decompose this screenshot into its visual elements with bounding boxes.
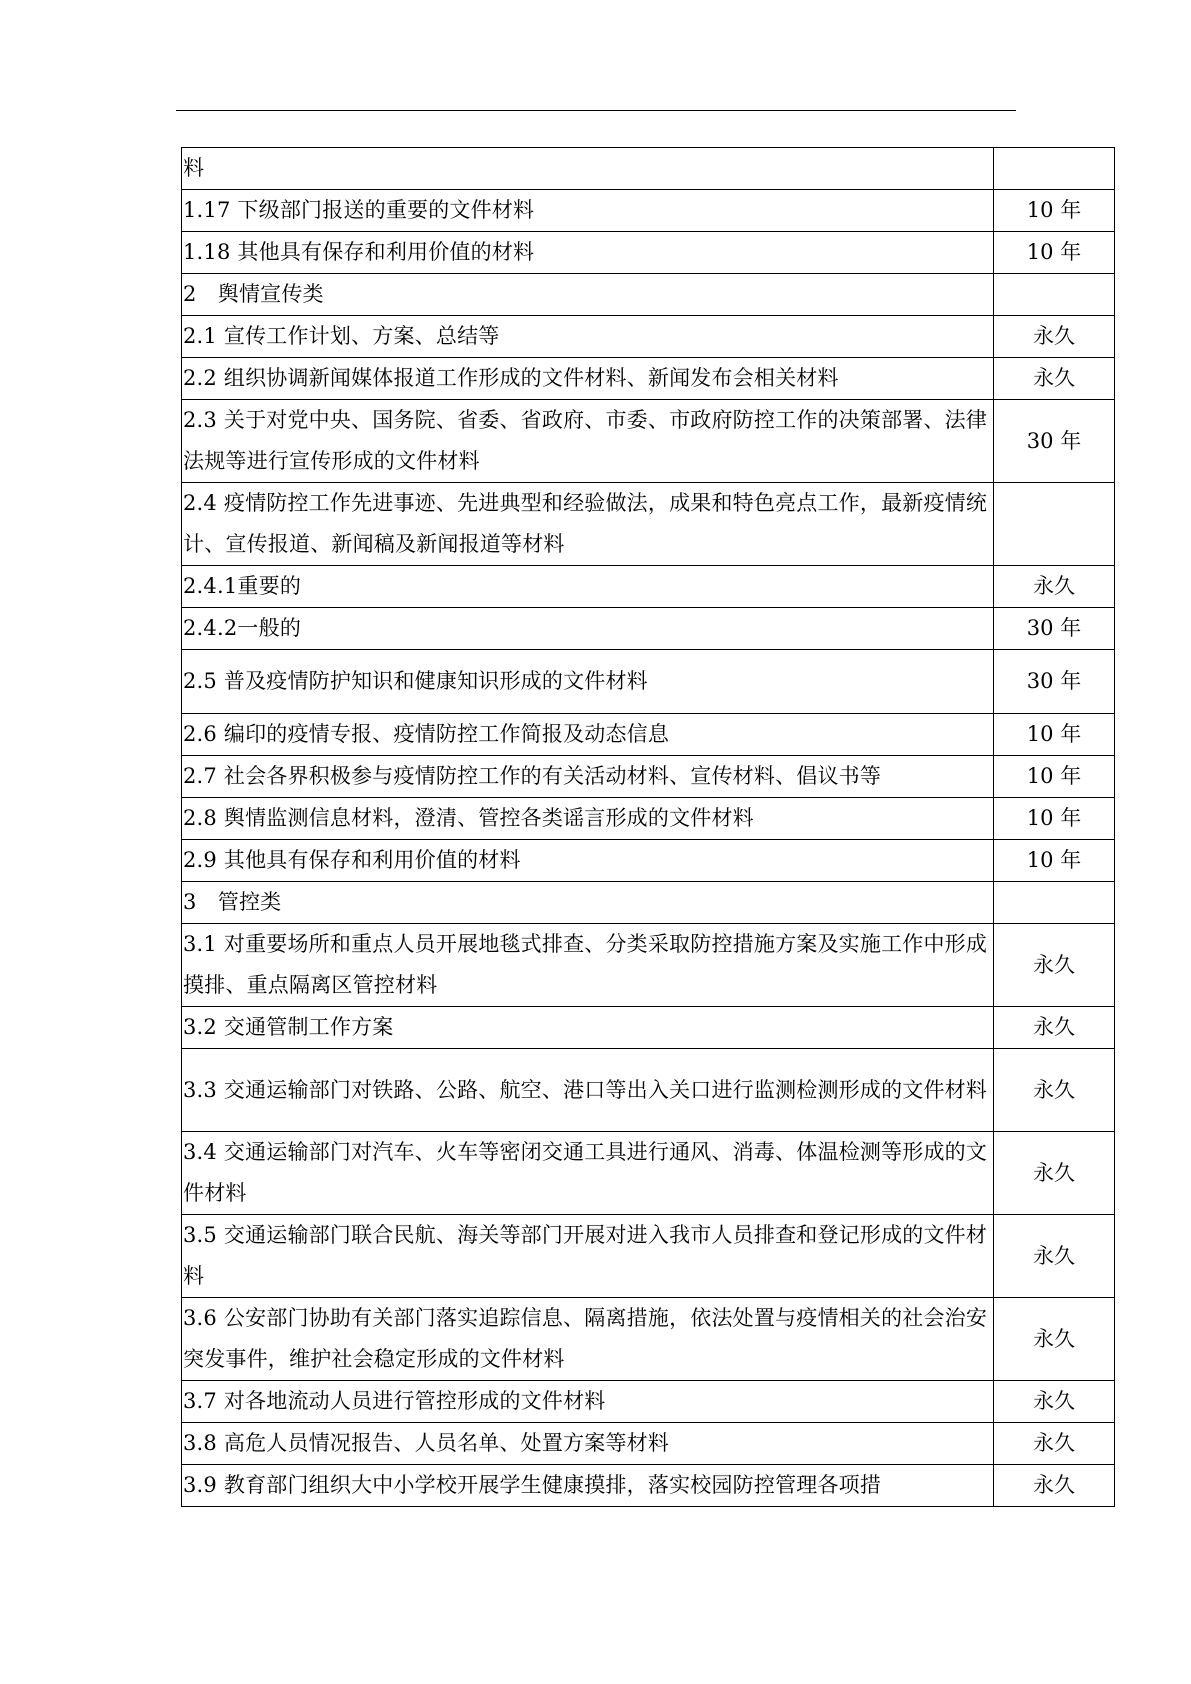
row-retention-period: 10 年	[994, 190, 1115, 232]
row-item-text: 3.3 交通运输部门对铁路、公路、航空、港口等出入关口进行监测检测形成的文件材料	[182, 1049, 994, 1132]
row-retention-period	[994, 483, 1115, 566]
table-row	[182, 882, 1115, 924]
row-item-text: 3.6 公安部门协助有关部门落实追踪信息、隔离措施，依法处置与疫情相关的社会治安突发事件，维护社会稳定形成的文件材料	[182, 1298, 994, 1381]
table-row	[182, 358, 1115, 400]
row-item-text: 2.1 宣传工作计划、方案、总结等	[182, 316, 994, 358]
table-row	[182, 1049, 1115, 1132]
table-row	[182, 840, 1115, 882]
row-retention-period: 永久	[994, 1049, 1115, 1132]
table-row	[182, 798, 1115, 840]
table-row	[182, 566, 1115, 608]
row-item-text: 3.1 对重要场所和重点人员开展地毯式排查、分类采取防控措施方案及实施工作中形成摸排、重点隔离区管控材料	[182, 924, 994, 1007]
row-item-text: 2.3 关于对党中央、国务院、省委、省政府、市委、市政府防控工作的决策部署、法律法规等进行宣传形成的文件材料	[182, 400, 994, 483]
row-item-text: 2.9 其他具有保存和利用价值的材料	[182, 840, 994, 882]
table-row	[182, 274, 1115, 316]
row-retention-period: 10 年	[994, 714, 1115, 756]
table-row	[182, 148, 1115, 190]
row-item-text: 3.2 交通管制工作方案	[182, 1007, 994, 1049]
row-retention-period: 永久	[994, 566, 1115, 608]
row-item-text: 2.6 编印的疫情专报、疫情防控工作简报及动态信息	[182, 714, 994, 756]
row-retention-period: 永久	[994, 1423, 1115, 1465]
table-row	[182, 400, 1115, 483]
row-retention-period: 30 年	[994, 608, 1115, 650]
row-retention-period: 30 年	[994, 650, 1115, 714]
row-item-text: 1.17 下级部门报送的重要的文件材料	[182, 190, 994, 232]
row-item-text: 2.7 社会各界积极参与疫情防控工作的有关活动材料、宣传材料、倡议书等	[182, 756, 994, 798]
table-row	[182, 608, 1115, 650]
row-retention-period: 10 年	[994, 840, 1115, 882]
table-row	[182, 1215, 1115, 1298]
table-row	[182, 1007, 1115, 1049]
row-item-text: 3.8 高危人员情况报告、人员名单、处置方案等材料	[182, 1423, 994, 1465]
row-retention-period: 永久	[994, 358, 1115, 400]
table-row	[182, 1465, 1115, 1507]
row-item-text: 料	[182, 148, 994, 190]
row-retention-period: 永久	[994, 1381, 1115, 1423]
row-retention-period	[994, 882, 1115, 924]
header-rule	[176, 110, 1016, 111]
table-row	[182, 483, 1115, 566]
row-retention-period	[994, 274, 1115, 316]
row-retention-period: 永久	[994, 1465, 1115, 1507]
row-item-text: 3.4 交通运输部门对汽车、火车等密闭交通工具进行通风、消毒、体温检测等形成的文件材料	[182, 1132, 994, 1215]
row-item-text: 2.5 普及疫情防护知识和健康知识形成的文件材料	[182, 650, 994, 714]
row-retention-period: 永久	[994, 316, 1115, 358]
row-retention-period	[994, 148, 1115, 190]
row-item-text: 3.5 交通运输部门联合民航、海关等部门开展对进入我市人员排查和登记形成的文件材料	[182, 1215, 994, 1298]
row-retention-period: 永久	[994, 1132, 1115, 1215]
row-item-text: 2.8 舆情监测信息材料，澄清、管控各类谣言形成的文件材料	[182, 798, 994, 840]
row-item-text: 2.4.1重要的	[182, 566, 994, 608]
row-retention-period: 10 年	[994, 232, 1115, 274]
table-row	[182, 714, 1115, 756]
row-retention-period: 30 年	[994, 400, 1115, 483]
table-row	[182, 190, 1115, 232]
retention-period-table	[181, 147, 1115, 1507]
row-retention-period: 10 年	[994, 756, 1115, 798]
row-item-text: 3 管控类	[182, 882, 994, 924]
table-row	[182, 650, 1115, 714]
table-row	[182, 1423, 1115, 1465]
table-row	[182, 1298, 1115, 1381]
row-retention-period: 10 年	[994, 798, 1115, 840]
row-retention-period: 永久	[994, 1215, 1115, 1298]
table-row	[182, 232, 1115, 274]
table-row	[182, 1381, 1115, 1423]
row-item-text: 3.9 教育部门组织大中小学校开展学生健康摸排，落实校园防控管理各项措	[182, 1465, 994, 1507]
table-row	[182, 924, 1115, 1007]
row-retention-period: 永久	[994, 1007, 1115, 1049]
table-row	[182, 1132, 1115, 1215]
row-retention-period: 永久	[994, 1298, 1115, 1381]
row-item-text: 1.18 其他具有保存和利用价值的材料	[182, 232, 994, 274]
row-item-text: 2.2 组织协调新闻媒体报道工作形成的文件材料、新闻发布会相关材料	[182, 358, 994, 400]
row-item-text: 2 舆情宣传类	[182, 274, 994, 316]
row-item-text: 2.4 疫情防控工作先进事迹、先进典型和经验做法，成果和特色亮点工作，最新疫情统计、宣传报道、新闻稿及新闻报道等材料	[182, 483, 994, 566]
table-body	[182, 148, 1115, 1507]
row-retention-period: 永久	[994, 924, 1115, 1007]
row-item-text: 2.4.2一般的	[182, 608, 994, 650]
table-row	[182, 316, 1115, 358]
table-row	[182, 756, 1115, 798]
row-item-text: 3.7 对各地流动人员进行管控形成的文件材料	[182, 1381, 994, 1423]
